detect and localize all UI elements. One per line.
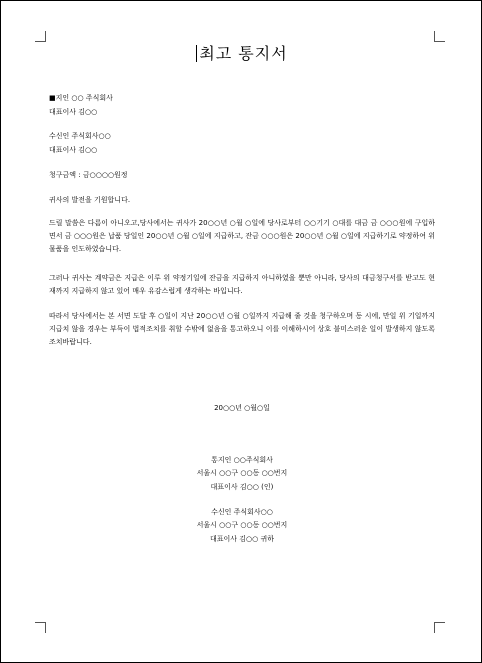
claim-amount: 청구금액 : 금○○○○원정 [49, 171, 128, 179]
footer-receiver-line-2: 서울시 ○○구 ○○동 ○○번지 [196, 521, 288, 529]
footer-sender-line-3: 대표이사 김○○ (인) [210, 483, 274, 491]
crop-mark-bottom-left [35, 622, 46, 633]
receiver-representative: 대표이사 김○○ [49, 146, 98, 154]
sender-representative: 대표이사 김○○ [49, 108, 98, 116]
body-paragraph-2: 그러나 귀사는 계약금은 지급은 이루 위 약정기일에 잔금을 지급하지 아니하였을 뿐만 아니라, 당사의 대금청구서를 받고도 현재까지 지급하지 않고 있어 매우 유감스럽게 생각하는 바입니다. [49, 274, 435, 295]
document-title: 최고 통지서 [199, 44, 288, 63]
footer-receiver-line-1: 수신인 주식회사○○ [211, 508, 273, 516]
footer-sender-line-2: 서울시 ○○구 ○○동 ○○번지 [196, 469, 288, 477]
footer-sender-line-1: 통지인 ○○주식회사 [211, 456, 273, 464]
body-paragraph-1: 드릴 말씀은 다름이 아니오고,당사에서는 귀사가 20○○년 ○월 ○일에 당사로부터 ○○기기 ○대를 대금 금 ○○○원에 구입하면서 금 ○○○원은 납품 당일인 20○○년 ○월 ○일에 지급하고, 잔금 ○○○원은 20○○년 ○월 ○일에 지급하기로 약정하여 위 물품을 인도하였습니다. [49, 219, 435, 253]
crop-mark-bottom-right [434, 622, 445, 633]
sender-label: ■지인 ○○ 주식회사 [49, 94, 113, 102]
document-title-row[interactable] [1, 41, 482, 64]
greeting: 귀사의 발전을 기원합니다. [49, 196, 131, 204]
text-cursor [196, 45, 197, 62]
document-date: 20○○년 ○월○일 [214, 404, 270, 412]
body-paragraph-3: 따라서 당사에서는 본 서면 도달 후 ○일이 지난 20○○년 ○월 ○일까지 지급해 줄 것을 청구하오며 동 시에, 만일 위 기일까지 지급치 않을 경우는 부득이 법적조치를 취할 수밖에 없음을 통고하오니 이를 이해하시어 상호 불미스러운 일이 발생하지 않도록 조치바랍니다. [49, 312, 435, 346]
footer-receiver-line-3: 대표이사 김○○ 귀하 [210, 535, 274, 543]
receiver-label: 수신인 주식회사○○ [49, 132, 111, 140]
